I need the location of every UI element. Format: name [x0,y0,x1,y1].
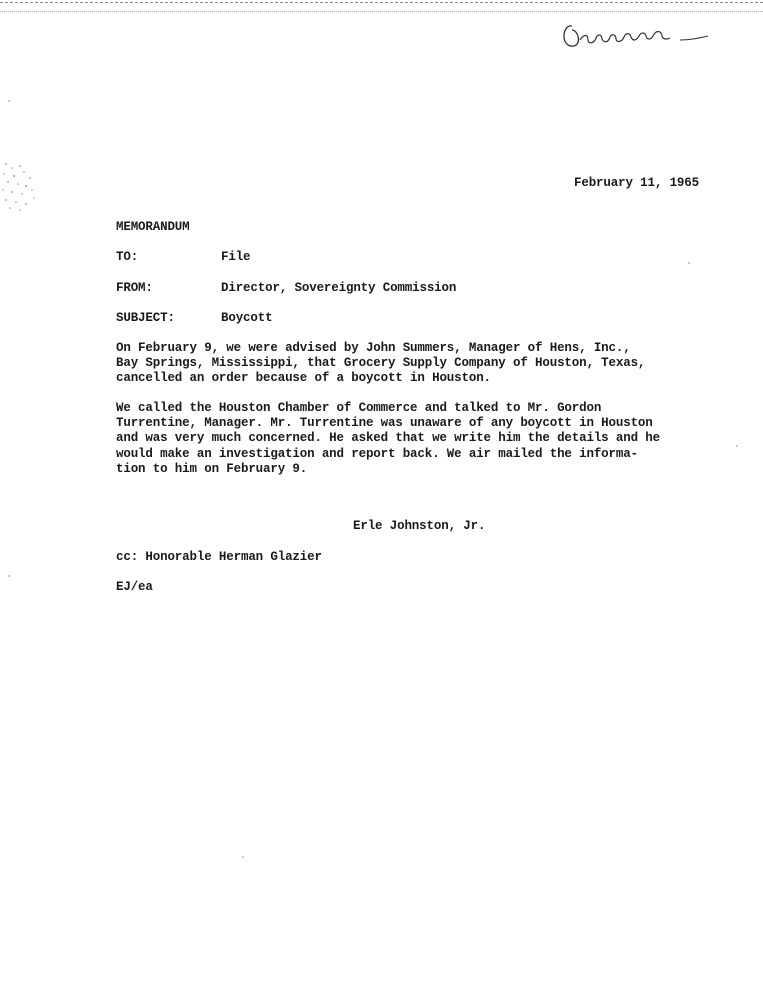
from-value: Director, Sovereignty Commission [221,281,457,295]
to-label: TO: [116,250,139,264]
scan-dot [242,856,244,858]
memo-date: February 11, 1965 [574,176,699,190]
page-top-edge [0,2,763,12]
scan-dot [736,445,738,447]
signature-name: Erle Johnston, Jr. [353,519,486,533]
paragraph-line: would make an investigation and report back. We air mailed the informa- [116,446,638,461]
scan-speckle [0,160,40,212]
subject-label: SUBJECT: [116,311,175,325]
typist-initials: EJ/ea [116,580,153,594]
body-paragraph-2 [116,401,660,477]
paragraph-line: Turrentine, Manager. Mr. Turrentine was unaware of any boycott in Houston [116,416,653,431]
paragraph-line: We called the Houston Chamber of Commerce and talked to Mr. Gordon [116,401,602,415]
scan-dot [8,575,10,577]
subject-value: Boycott [221,311,273,325]
scan-dot [8,100,10,102]
handwritten-annotation [560,14,710,54]
body-paragraph-1 [116,341,645,387]
paragraph-line: Bay Springs, Mississippi, that Grocery Supply Company of Houston, Texas, [116,356,646,371]
scan-dot [688,262,690,264]
paragraph-line: cancelled an order because of a boycott in Houston. [116,371,491,386]
memo-heading: MEMORANDUM [116,220,190,234]
from-label: FROM: [116,281,153,295]
paragraph-line: On February 9, we were advised by John Summers, Manager of Hens, Inc., [116,341,631,355]
paragraph-line: and was very much concerned. He asked that we write him the details and he [116,431,660,446]
paragraph-line: tion to him on February 9. [116,461,308,476]
to-value: File [221,250,251,264]
cc-line: cc: Honorable Herman Glazier [116,550,322,564]
